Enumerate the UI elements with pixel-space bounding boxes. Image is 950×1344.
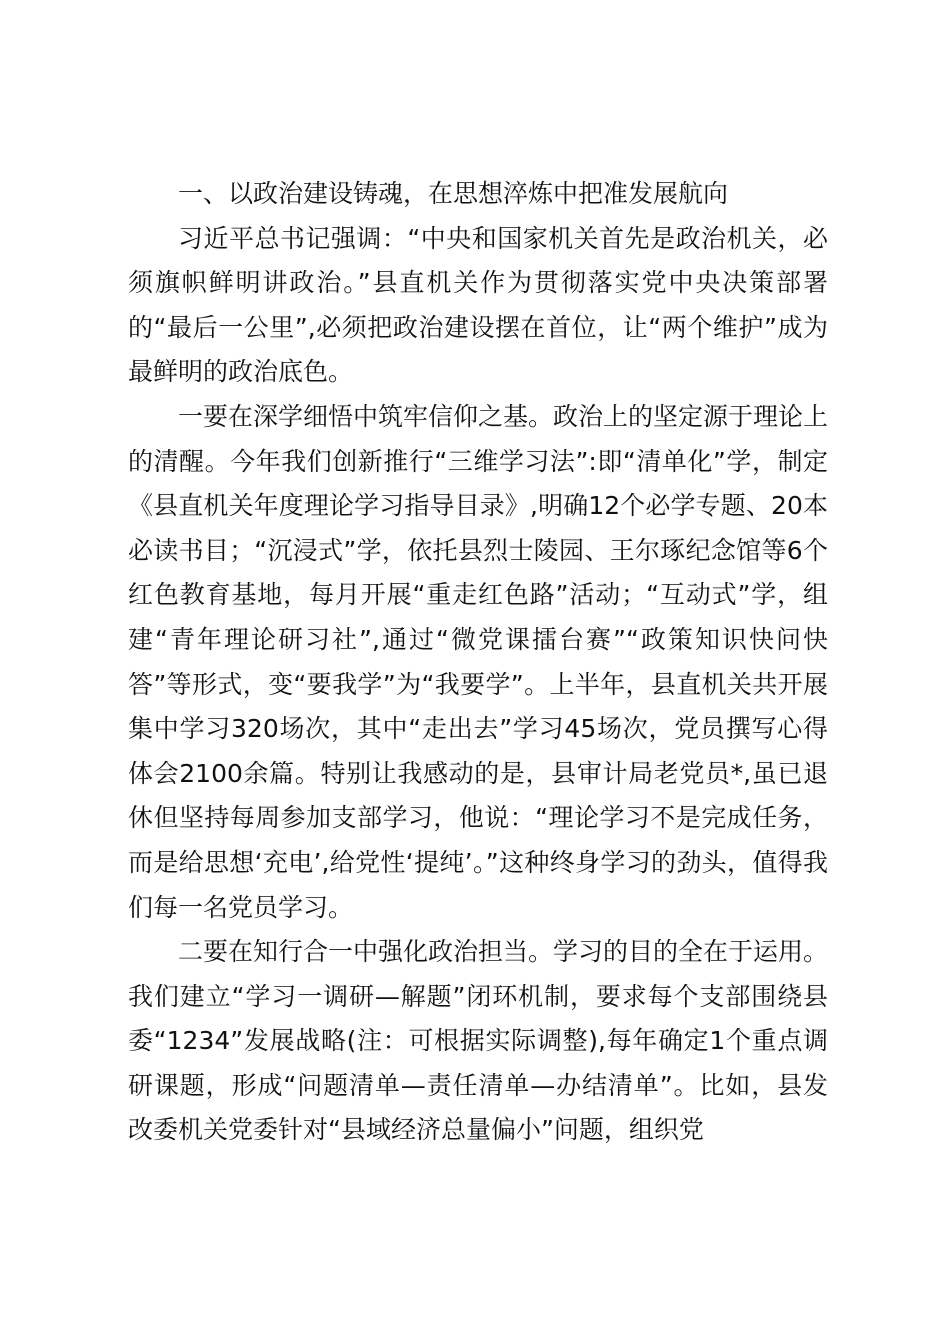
section-heading: 一、以政治建设铸魂，在思想淬炼中把准发展航向 [178, 179, 729, 208]
paragraph-study: 一要在深学细悟中筑牢信仰之基。政治上的坚定源于理论上的清醒。今年我们创新推行“三维学习法”:即“清单化”学，制定《县直机关年度理论学习指导目录》,明确12个必学专题、20本必读书目；“沉浸式”学，依托县烈士陵园、王尔琢纪念馆等6个红色教育基地，每月开展“重走红色路”活动；“互动式”学，组建“青年理论研习社”,通过“微党课擂台赛”“政策知识快问快答”等形式，变“要我学”为“我要学”。上半年，县直机关共开展集中学习320场次，其中“走出去”学习45场次，党员撰写心得体会2100余篇。特别让我感动的是，县审计局老党员*,虽已退休但坚持每周参加支部学习，他说：“理论学习不是完成任务，而是给思想‘充电’,给党性‘提纯’。”这种终身学习的劲头，值得我们每一名党员学习。 [128, 401, 829, 922]
paragraph-intro: 习近平总书记强调：“中央和国家机关首先是政治机关，必须旗帜鲜明讲政治。”县直机关作为贯彻落实党中央决策部署的“最后一公里”,必须把政治建设摆在首位，让“两个维护”成为最鲜明的政治底色。 [128, 223, 828, 387]
document-body [128, 172, 828, 1153]
paragraph-practice: 二要在知行合一中强化政治担当。学习的目的全在于运用。我们建立“学习一调研—解题”闭环机制，要求每个支部围绕县委“1234”发展战略(注：可根据实际调整),每年确定1个重点调研课题，形成“问题清单—责任清单—办结清单”。比如，县发改委机关党委针对“县域经济总量偏小”问题，组织党 [128, 937, 829, 1145]
